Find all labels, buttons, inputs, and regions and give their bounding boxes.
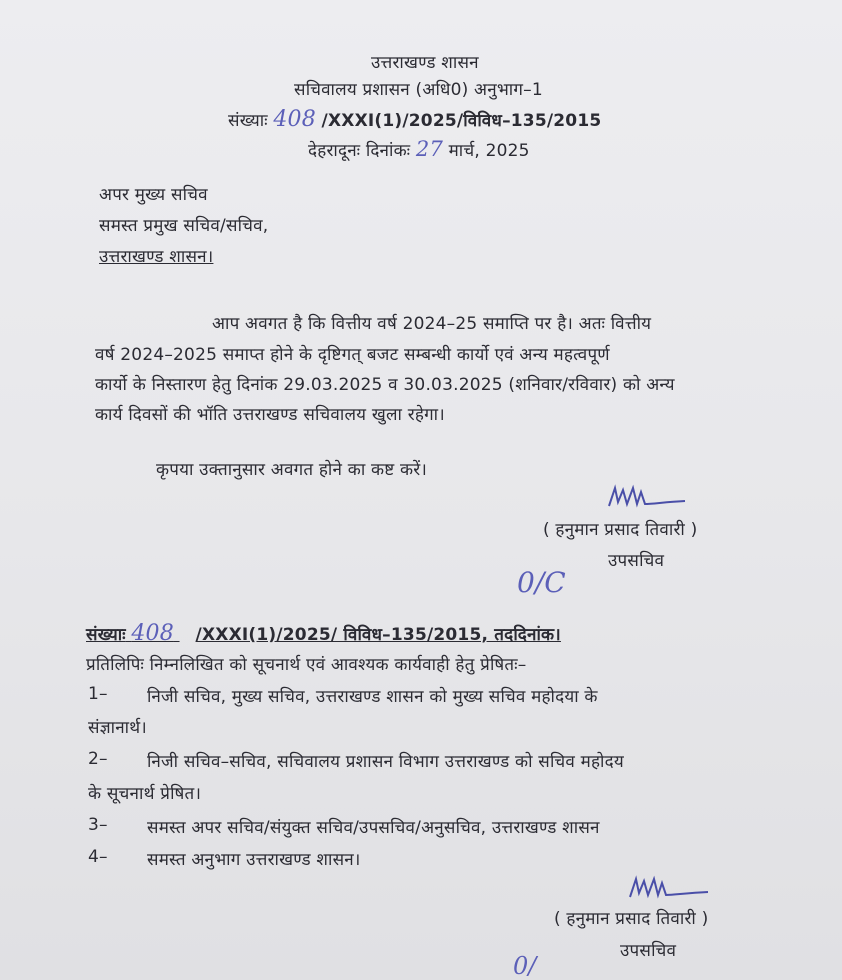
date-suffix: मार्च, 2025 xyxy=(448,141,530,161)
addressee-line: अपर मुख्य सचिव xyxy=(99,185,208,205)
body-line: कार्य दिवसों की भॉति उत्तराखण्ड सचिवालय खुला रहेगा। xyxy=(95,405,445,425)
copy-number-label: संख्याः xyxy=(86,625,126,645)
copy-number-rest: /XXXI(1)/2025/ विविध–135/2015, तददिनांक। xyxy=(195,625,561,645)
copy-item-number: 1– xyxy=(88,684,108,704)
body-line: वर्ष 2024–2025 समाप्त होने के दृष्टिगत् बजट सम्बन्धी कार्यो एवं अन्य महत्वपूर्ण xyxy=(95,345,610,365)
copy-item-number: 4– xyxy=(88,847,108,867)
signature-2 xyxy=(626,873,716,903)
addressee-line: समस्त प्रमुख सचिव/सचिव, xyxy=(99,216,269,236)
body-line: कार्यो के निस्तारण हेतु दिनांक 29.03.2025 व 30.03.2025 (शनिवार/रविवार) को अन्य xyxy=(95,375,675,395)
letter-number xyxy=(228,107,601,132)
handwritten-note-2: 0/ xyxy=(513,952,537,980)
signatory-designation-2: उपसचिव xyxy=(620,941,677,961)
government-heading: उत्तराखण्ड शासन xyxy=(371,53,479,73)
signature-1 xyxy=(605,482,695,512)
copy-item-text: निजी सचिव–सचिव, सचिवालय प्रशासन विभाग उत्तराखण्ड को सचिव महोदय xyxy=(147,752,624,772)
number-rest: /XXXI(1)/2025/विविध–135/2015 xyxy=(321,111,602,131)
department-heading: सचिवालय प्रशासन (अधि0) अनुभाग–1 xyxy=(294,80,543,100)
copy-item-number: 3– xyxy=(88,815,108,835)
handwritten-date: 27 xyxy=(415,137,444,161)
request-line: कृपया उक्तानुसार अवगत होने का कष्ट करें। xyxy=(156,460,428,480)
copy-item-text: समस्त अनुभाग उत्तराखण्ड शासन। xyxy=(147,850,361,870)
copy-item-text: समस्त अपर सचिव/संयुक्त सचिव/उपसचिव/अनुसचिव, उत्तराखण्ड शासन xyxy=(147,818,600,838)
copy-item-text: संज्ञानार्थ। xyxy=(88,718,147,738)
copy-item-text: के सूचनार्थ प्रेषित। xyxy=(88,784,202,804)
body-line: आप अवगत है कि वित्तीय वर्ष 2024–25 समाप्ति पर है। अतः वित्तीय xyxy=(212,314,652,334)
place-date xyxy=(308,137,530,161)
copy-number xyxy=(86,621,561,646)
copy-handwritten-number: 408 xyxy=(131,621,174,646)
signatory-designation-1: उपसचिव xyxy=(608,551,665,571)
handwritten-number: 408 xyxy=(273,107,316,132)
copy-item-number: 2– xyxy=(88,749,108,769)
place-date-prefix: देहरादूनः दिनांकः xyxy=(308,141,411,161)
copy-item-text: निजी सचिव, मुख्य सचिव, उत्तराखण्ड शासन को मुख्य सचिव महोदया के xyxy=(147,687,598,707)
number-label: संख्याः xyxy=(228,111,268,131)
addressee-line: उत्तराखण्ड शासन। xyxy=(99,247,214,267)
signatory-name-2: ( हनुमान प्रसाद तिवारी ) xyxy=(554,909,709,929)
handwritten-note-1: 0/C xyxy=(517,566,566,599)
signatory-name-1: ( हनुमान प्रसाद तिवारी ) xyxy=(543,520,698,540)
copy-intro: प्रतिलिपिः निम्नलिखित को सूचनार्थ एवं आवश्यक कार्यवाही हेतु प्रेषितः– xyxy=(86,655,527,675)
